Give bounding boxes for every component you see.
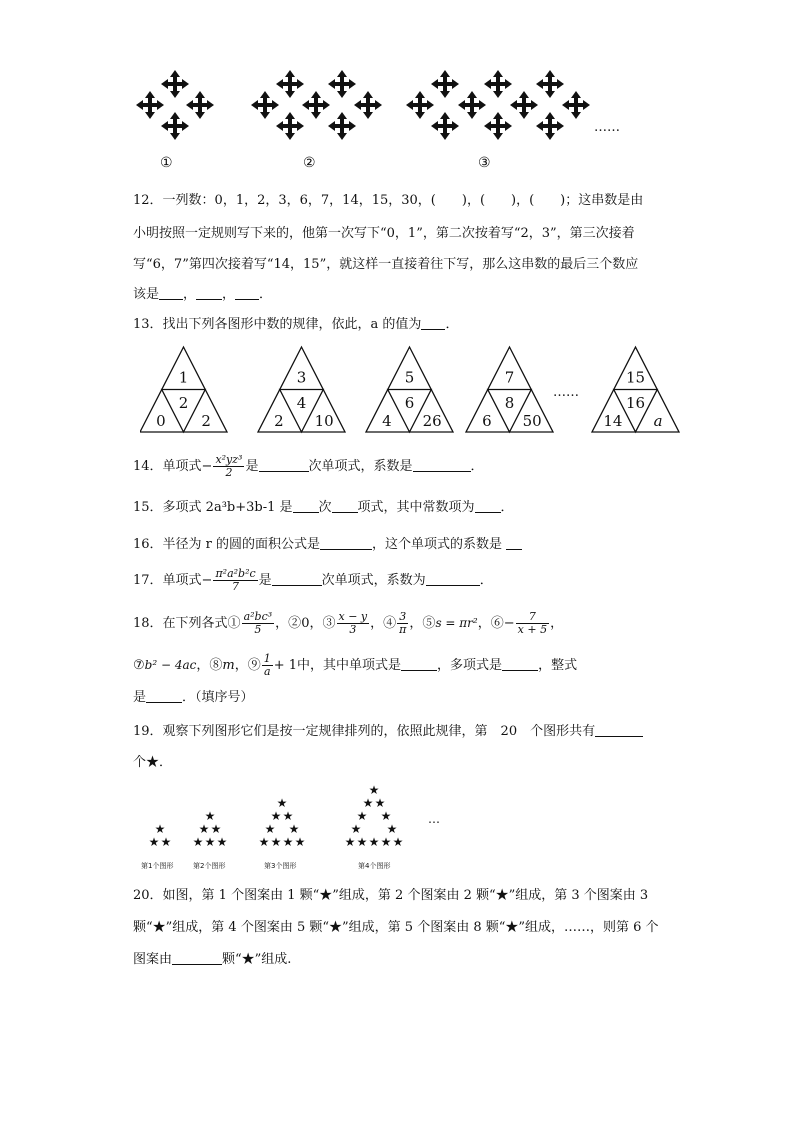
q17-numerator: π²a²b²c (215, 567, 256, 580)
q14-prefix: 14．单项式− (133, 459, 213, 474)
four-arrow-cross-icon (161, 70, 189, 98)
figure-label-1: ① (160, 155, 173, 171)
four-arrow-cross-icon (251, 91, 279, 119)
q18-expr-3 (337, 611, 370, 636)
star-icon: ★ (210, 822, 222, 836)
q15-line (133, 498, 514, 518)
star-icon: ★ (270, 809, 282, 823)
triangle-top-number: 7 (504, 368, 515, 387)
star-icon: ★ (350, 822, 362, 836)
q18-expr-6-num: 7 (516, 611, 549, 624)
cross-pattern-figure (120, 60, 660, 150)
four-arrow-cross-icon (161, 112, 189, 140)
q17-fraction (213, 568, 257, 593)
q12-line-2: 小明按照一定规则写下来的，他第一次写下“0，1”，第二次按着写“2，3”，第三次接着 (133, 226, 635, 241)
q18-polynomial-blank[interactable] (502, 656, 538, 671)
q17-mid2: 次单项式，系数为 (321, 573, 426, 588)
star-icon: ★ (374, 796, 386, 810)
triangle-left-number: 14 (603, 412, 623, 430)
number-triangle-3 (366, 347, 453, 432)
star-pattern-3 (259, 796, 306, 849)
q18-expr-9-tail: + 1 (273, 658, 298, 673)
star-icon: ★ (392, 835, 404, 849)
star-icon: ★ (294, 835, 306, 849)
q20-line3b: 颗“★”组成. (222, 952, 292, 967)
q18-sep-5: ， (477, 616, 491, 631)
q20-line3a: 图案由 (133, 952, 173, 967)
star-icon: ★ (276, 796, 288, 810)
q17-prefix: 17．单项式− (133, 573, 213, 588)
q12-sep-1: ， (183, 287, 197, 302)
q18-mark-3: ③ (322, 616, 336, 631)
number-triangles-figure (140, 343, 685, 438)
triangle-top-number: 5 (404, 368, 415, 387)
q20-line-1: 20．如图，第 1 个图案由 1 颗“★”组成，第 2 个图案由 2 颗“★”组成，第 3 个图案由 3 (133, 888, 649, 903)
q18-mid2: ，多项式是 (437, 658, 503, 673)
q18-sep-4: ， (409, 616, 423, 631)
q14-end: ． (470, 459, 484, 474)
q18-monomial-blank[interactable] (401, 656, 437, 671)
star-icon: ★ (264, 822, 276, 836)
star-icon: ★ (154, 822, 166, 836)
number-triangle-5 (592, 347, 679, 432)
q18-mark-2: ② (288, 616, 302, 631)
triangle-center-number: 2 (178, 394, 189, 413)
q14-degree-blank[interactable] (259, 457, 309, 472)
four-arrow-cross-icon (302, 91, 330, 119)
q15-end: ． (500, 500, 514, 515)
q18-sep-6: ， (550, 616, 564, 631)
q15-degree-blank[interactable] (293, 498, 319, 513)
q18-sep-7: ， (196, 658, 210, 673)
q17-line (133, 566, 493, 596)
q16-coefficient-blank[interactable] (506, 535, 522, 550)
four-arrow-cross-icon (276, 112, 304, 140)
cross-ellipsis: …… (594, 120, 620, 135)
star-caption-4: 第4个图形 (358, 862, 391, 870)
q18-mark-4: ④ (383, 616, 397, 631)
star-icon: ★ (204, 809, 216, 823)
q13-end: ． (445, 317, 459, 332)
q13-text: 13．找出下列各图形中数的规律，依此，a 的值为 (133, 317, 422, 332)
star-caption-2: 第2个图形 (193, 862, 226, 870)
q18-sep-3: ， (370, 616, 384, 631)
q18-expr-5: s = πr² (435, 616, 478, 630)
four-arrow-cross-icon (562, 91, 590, 119)
triangles-ellipsis: …… (553, 385, 579, 400)
q12-line-4 (133, 285, 272, 305)
four-arrow-cross-icon (536, 112, 564, 140)
triangle-right-number: a (653, 412, 663, 430)
star-icon: ★ (270, 835, 282, 849)
star-icon: ★ (362, 796, 374, 810)
triangle-top-number: 1 (178, 368, 189, 387)
q18-mid3: ，整式 (538, 658, 578, 673)
star-caption-3: 第3个图形 (264, 862, 297, 870)
q18-expr-6-sign: − (503, 616, 515, 631)
four-arrow-cross-icon (186, 91, 214, 119)
q17-degree-blank[interactable] (272, 571, 322, 586)
q18-mark-9: ⑨ (247, 658, 261, 673)
star-icon: ★ (368, 835, 380, 849)
q18-line3b: ．（填序号） (182, 690, 254, 705)
star-icon: ★ (204, 835, 216, 849)
star-icon: ★ (148, 835, 160, 849)
q18-line-3 (133, 688, 254, 708)
star-icon: ★ (356, 835, 368, 849)
star-icon: ★ (380, 835, 392, 849)
q18-expr-8: m (222, 658, 235, 673)
triangle-center-number: 16 (625, 394, 646, 413)
q14-numerator: x²yz³ (215, 453, 243, 466)
figure-label-3: ③ (478, 155, 491, 171)
q16-line (133, 535, 522, 555)
q12-line-1: 12．一列数：0，1，2，3，6，7，14，15，30，( )，( )，( )；这串数是由 (133, 193, 644, 208)
q18-mark-6: ⑥ (490, 616, 504, 631)
star-icon: ★ (198, 822, 210, 836)
star-ellipsis: … (428, 812, 440, 826)
q15-mid: 次 (318, 500, 332, 515)
q18-expr-6-den: x + 5 (517, 623, 548, 636)
q13-line (133, 315, 458, 335)
triangle-right-number: 50 (522, 412, 542, 430)
q19-text: 19．观察下列图形它们是按一定规律排列的，依照此规律，第 20 个图形共有 (133, 724, 596, 739)
q12-line4-text: 该是 (133, 287, 160, 302)
q15-constant-blank[interactable] (475, 498, 501, 513)
q12-answer-blank-3[interactable] (235, 285, 259, 300)
q18-line3a: 是 (133, 690, 147, 705)
triangle-right-number: 26 (422, 412, 442, 430)
q14-coefficient-blank[interactable] (413, 457, 471, 472)
q18-sep-2: ， (309, 616, 323, 631)
star-pattern-2 (193, 809, 228, 849)
star-pattern-4 (345, 783, 404, 849)
q20-line-3 (133, 950, 291, 970)
q17-denominator: 7 (232, 580, 240, 593)
triangle-top-number: 15 (625, 368, 646, 387)
star-icon: ★ (282, 809, 294, 823)
q16-prefix: 16．半径为 r 的圆的面积公式是 (133, 537, 321, 552)
figure-label-2: ② (303, 155, 316, 171)
q18-mark-5: ⑤ (422, 616, 436, 631)
q18-expr-1-den: 5 (254, 623, 262, 636)
triangle-right-number: 10 (314, 412, 334, 430)
q18-prefix: 18．在下列各式 (133, 616, 228, 631)
q18-mark-7: ⑦ (133, 658, 145, 673)
q18-mark-8: ⑧ (209, 658, 223, 673)
four-arrow-cross-icon (328, 112, 356, 140)
star-icon: ★ (282, 835, 294, 849)
star-icon: ★ (380, 809, 392, 823)
triangle-left-number: 0 (156, 412, 166, 430)
q18-integral-blank[interactable] (146, 688, 182, 703)
four-arrow-cross-icon (510, 91, 538, 119)
q20-answer-blank[interactable] (172, 950, 222, 965)
q18-mid: 中，其中单项式是 (297, 658, 402, 673)
q18-expr-1-num: a²bc³ (243, 610, 273, 623)
q17-mid: 是 (258, 573, 272, 588)
q19-answer-blank[interactable] (595, 722, 643, 737)
triangle-top-number: 3 (296, 368, 307, 387)
q15-prefix: 15．多项式 2a³b+3b-1 是 (133, 500, 293, 515)
q20-line-2: 颗“★”组成，第 4 个图案由 5 颗“★”组成，第 5 个图案由 8 颗“★”组成，……，则第 6 个 (133, 920, 659, 935)
four-arrow-cross-icon (431, 112, 459, 140)
star-icon: ★ (288, 822, 300, 836)
q14-fraction (213, 454, 244, 479)
number-triangle-1 (140, 347, 227, 432)
four-arrow-cross-icon (431, 70, 459, 98)
star-icon: ★ (160, 835, 172, 849)
q12-answer-blank-1[interactable] (159, 285, 183, 300)
triangle-center-number: 4 (296, 394, 307, 413)
q16-mid: ，这个单项式的系数是 (372, 537, 503, 552)
q18-expr-3-num: x − y (338, 610, 368, 623)
four-arrow-cross-icon (458, 91, 486, 119)
q19-line-1 (133, 722, 643, 742)
four-arrow-cross-icon (484, 70, 512, 98)
q18-expr-2: 0 (301, 616, 310, 631)
triangle-left-number: 2 (274, 412, 284, 430)
q18-sep-8: ， (234, 658, 248, 673)
q18-expr-1 (242, 611, 275, 636)
four-arrow-cross-icon (276, 70, 304, 98)
four-arrow-cross-icon (136, 91, 164, 119)
q12-end: ． (259, 287, 273, 302)
star-icon: ★ (344, 835, 356, 849)
q17-coefficient-blank[interactable] (426, 571, 480, 586)
q12-answer-blank-2[interactable] (196, 285, 222, 300)
star-icon: ★ (356, 809, 368, 823)
q14-line (133, 452, 484, 482)
q14-mid: 是 (245, 459, 259, 474)
q18-expr-7: b² − 4ac (144, 658, 197, 672)
q14-denominator: 2 (225, 466, 233, 479)
triangle-right-number: 2 (201, 412, 211, 430)
q15-mid2: 项式，其中常数项为 (357, 500, 475, 515)
star-icon: ★ (216, 835, 228, 849)
star-icon: ★ (386, 822, 398, 836)
q16-formula-blank[interactable] (320, 535, 372, 550)
q18-line-1 (133, 608, 563, 639)
q18-expr-9-num: 1 (263, 652, 271, 665)
q12-line-3: 写“6，7”第四次接着写“14，15”，就这样一直接着往下写，那么这串数的最后三个数应 (133, 257, 639, 272)
q13-answer-blank[interactable] (421, 315, 445, 330)
q12-sep-2: ， (222, 287, 236, 302)
triangle-left-number: 6 (482, 412, 492, 430)
q14-mid2: 次单项式，系数是 (308, 459, 413, 474)
q18-expr-6 (516, 611, 549, 636)
q18-expr-3-den: 3 (349, 623, 357, 636)
q18-line-2 (133, 650, 577, 681)
q18-expr-4-num: 3 (397, 611, 408, 624)
star-pattern-1 (149, 822, 172, 849)
star-caption-1: 第1个图形 (141, 862, 174, 870)
four-arrow-cross-icon (406, 91, 434, 119)
q18-expr-4 (397, 611, 408, 636)
triangle-left-number: 4 (382, 412, 392, 430)
number-triangle-2 (258, 347, 345, 432)
four-arrow-cross-icon (354, 91, 382, 119)
four-arrow-cross-icon (484, 112, 512, 140)
q18-expr-4-den: π (399, 623, 407, 636)
q18-expr-9 (262, 653, 273, 678)
triangle-center-number: 6 (404, 394, 415, 413)
four-arrow-cross-icon (328, 70, 356, 98)
star-icon: ★ (258, 835, 270, 849)
star-triangles-figure (140, 780, 440, 855)
number-triangle-4 (466, 347, 553, 432)
q15-terms-blank[interactable] (332, 498, 358, 513)
four-arrow-cross-icon (536, 70, 564, 98)
q17-end: ． (479, 573, 493, 588)
q18-mark-1: ① (227, 616, 241, 631)
q19-line-2: 个★． (133, 755, 173, 770)
triangle-center-number: 8 (504, 394, 515, 413)
q18-expr-9-den: a (263, 665, 271, 678)
star-icon: ★ (192, 835, 204, 849)
q18-sep-1: ， (275, 616, 289, 631)
star-icon: ★ (368, 783, 380, 797)
